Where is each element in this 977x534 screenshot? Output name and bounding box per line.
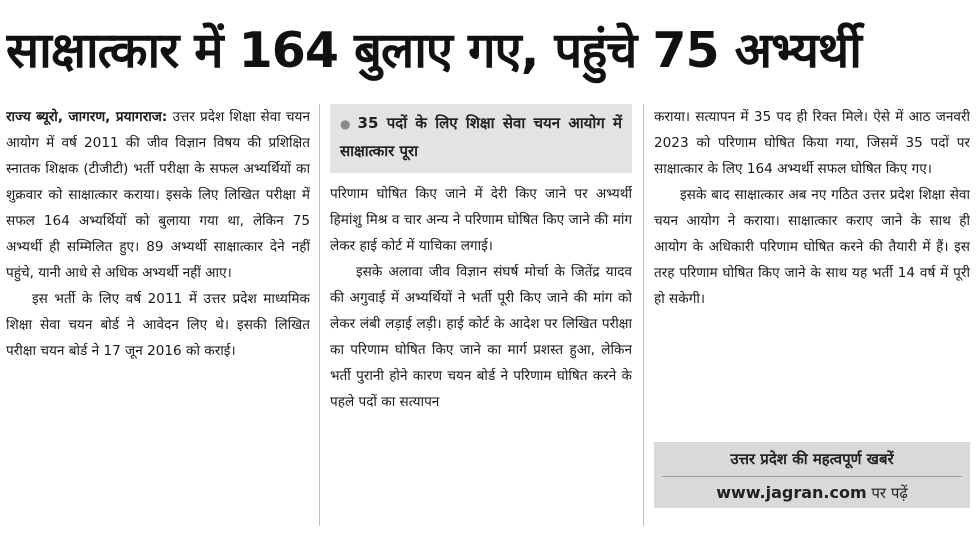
headline: साक्षात्कार में 164 बुलाए गए, पहुंचे 75 अभ्यर्थी <box>6 22 861 79</box>
promo-link-line <box>654 477 970 508</box>
article-column-3 <box>654 104 970 438</box>
byline: राज्य ब्यूरो, जागरण, प्रयागराज: <box>6 109 168 125</box>
paragraph-text: उत्तर प्रदेश शिक्षा सेवा चयन आयोग में वर्ष 2011 की जीव विज्ञान विषय की प्रशिक्षित स्नातक शिक्षक (टीजीटी) भर्ती परीक्षा के सफल अभ्यर्थियों का शुक्रवार को साक्षात्कार कराया। इसके लिए लिखित परीक्षा में सफल 164 अभ्यर्थियों को बुलाया गया था, लेकिन 75 अभ्यर्थी ही सम्मिलित हुए। 89 अभ्यर्थी साक्षात्कार देने नहीं पहुंचे, यानी आधे से अधिक अभ्यर्थी नहीं आए। <box>6 109 310 281</box>
paragraph: इसके अलावा जीव विज्ञान संघर्ष मोर्चा के जितेंद्र यादव की अगुवाई में अभ्यर्थियों ने भर्ती पूरी किए जाने की मांग को लेकर लंबी लड़ाई लड़ी। हाई कोर्ट के आदेश पर लिखित परीक्षा का परिणाम घोषित किए जाने का मार्ग प्रशस्त हुआ, लेकिन भर्ती पुरानी होने कारण चयन बोर्ड ने परिणाम घोषित करने के पहले पदों का सत्यापन <box>330 264 632 410</box>
highlight-box <box>330 104 632 173</box>
article-column-1 <box>6 104 310 526</box>
paragraph: परिणाम घोषित किए जाने में देरी किए जाने पर अभ्यर्थी हिमांशु मिश्र व चार अन्य ने परिणाम घोषित किए जाने की मांग लेकर हाई कोर्ट में याचिका लगाई। <box>330 186 632 254</box>
paragraph: कराया। सत्यापन में 35 पद ही रिक्त मिले। ऐसे में आठ जनवरी 2023 को परिणाम घोषित किया गया, जिसमें 35 पदों पर साक्षात्कार के लिए 164 अभ्यर्थी सफल घोषित किए गए। <box>654 109 970 177</box>
paragraph: इस भर्ती के लिए वर्ष 2011 में उत्तर प्रदेश माध्यमिक शिक्षा सेवा चयन बोर्ड ने आवेदन लिए थे। इसकी लिखित परीक्षा चयन बोर्ड ने 17 जून 2016 को कराई। <box>6 291 310 359</box>
paragraph <box>6 104 310 286</box>
promo-url[interactable]: www.jagran.com <box>716 483 867 502</box>
column-divider <box>643 104 644 526</box>
bullet-icon: ● <box>340 117 354 131</box>
promo-box <box>654 442 970 508</box>
promo-title: उत्तर प्रदेश की महत्वपूर्ण खबरें <box>662 442 962 477</box>
article-column-2 <box>330 104 632 526</box>
column-divider <box>319 104 320 526</box>
paragraph: इसके बाद साक्षात्कार अब नए गठित उत्तर प्रदेश शिक्षा सेवा चयन आयोग ने कराया। साक्षात्कार कराए जाने के साथ ही आयोग के अधिकारी परिणाम घोषित करने की तैयारी में हैं। इस तरह परिणाम घोषित किए जाने के साथ यह भर्ती 14 वर्ष में पूरी हो सकेगी। <box>654 187 970 307</box>
promo-suffix: पर पढ़ें <box>871 484 908 502</box>
highlight-text: 35 पदों के लिए शिक्षा सेवा चयन आयोग में साक्षात्कार पूरा <box>340 114 622 160</box>
